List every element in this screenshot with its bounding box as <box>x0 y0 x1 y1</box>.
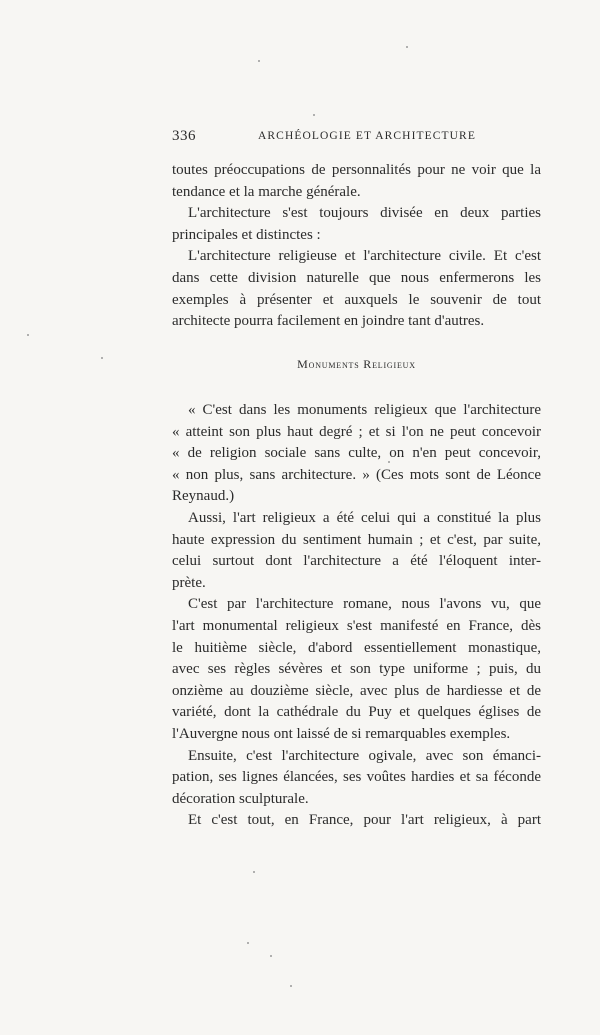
text-line: toutes préoccupations de personnalités pour ne voir que la <box>172 162 541 178</box>
text-line: architecte pourra facilement en joindre tant d'autres. <box>172 313 485 330</box>
text-line: haute expression du sentiment humain ; et c'est, par suite, <box>172 531 541 548</box>
text-line: décoration sculpturale. <box>172 790 309 807</box>
paper-speck <box>247 942 249 944</box>
text-line: Ensuite, c'est l'architecture ogivale, avec son émanci- <box>188 747 541 764</box>
body-text-intro <box>172 160 541 333</box>
running-title: ARCHÉOLOGIE ET ARCHITECTURE <box>258 130 476 142</box>
text-line: Aussi, l'art religieux a été celui qui a constitué la plus <box>188 509 541 526</box>
paper-speck <box>270 955 272 957</box>
text-line: « non plus, sans architecture. » (Ces mots sont de Léonce <box>172 466 541 483</box>
paper-speck <box>313 114 315 116</box>
text-line: L'architecture s'est toujours divisée en deux parties <box>188 205 541 222</box>
page-number: 336 <box>172 128 196 144</box>
text-line: « de religion sociale sans culte, on n'en peut concevoir, <box>172 445 541 462</box>
paper-speck <box>253 871 255 873</box>
paper-speck <box>290 985 292 987</box>
text-line: tendance et la marche générale. <box>172 183 361 200</box>
text-line: l'art monumental religieux s'est manifesté en France, dès <box>172 617 541 634</box>
paper-speck <box>388 461 390 463</box>
body-text-main <box>172 400 541 832</box>
running-head <box>172 128 541 148</box>
text-line: C'est par l'architecture romane, nous l'avons vu, que <box>188 596 541 613</box>
text-line: Reynaud.) <box>172 488 235 505</box>
paper-speck <box>27 334 29 336</box>
text-line: exemples à présenter et auxquels le souvenir de tout <box>172 291 541 308</box>
text-line: prète. <box>172 574 206 591</box>
text-line: celui surtout dont l'architecture a été l'éloquent inter- <box>172 553 541 570</box>
text-line: pation, ses lignes élancées, ses voûtes hardies et sa féconde <box>172 769 541 786</box>
text-line: « atteint son plus haut degré ; et si l'on ne peut concevoir <box>172 423 541 440</box>
text-line: principales et distinctes : <box>172 226 321 243</box>
text-line: le huitième siècle, d'abord essentiellement monastique, <box>172 639 541 656</box>
text-line: dans cette division naturelle que nous enfermerons les <box>172 269 541 286</box>
text-line: l'Auvergne nous ont laissé de si remarquables exemples. <box>172 725 511 742</box>
paper-speck <box>101 357 103 359</box>
text-line: avec ses règles sévères et son type uniforme ; puis, du <box>172 661 541 678</box>
paper-speck <box>258 60 260 62</box>
text-line: variété, dont la cathédrale du Puy et quelques églises de <box>172 704 541 721</box>
text-line: onzième au douzième siècle, avec plus de hardiesse et de <box>172 682 541 699</box>
text-line: Et c'est tout, en France, pour l'art religieux, à part <box>188 812 541 829</box>
text-line: L'architecture religieuse et l'architecture civile. Et c'est <box>188 248 541 265</box>
paper-speck <box>406 46 408 48</box>
section-heading: Monuments Religieux <box>297 357 416 371</box>
text-line: « C'est dans les monuments religieux que l'architecture <box>188 402 541 418</box>
